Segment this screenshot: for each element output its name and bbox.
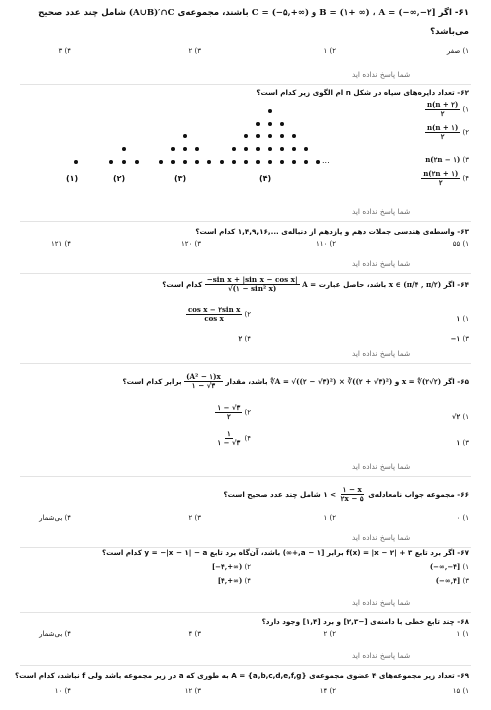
- divider: [20, 476, 471, 477]
- q67-option-2[interactable]: ۲) [−۴,+∞): [211, 562, 251, 571]
- pattern-dot: [292, 134, 296, 138]
- q69-option-4[interactable]: ۴) ۱۰: [54, 687, 71, 695]
- q65-option-1[interactable]: ۱) √۲: [451, 412, 469, 421]
- q62-status: شما پاسخ نداده اید: [352, 207, 411, 216]
- pattern-dot: [183, 147, 187, 151]
- pattern-dot: [280, 160, 284, 164]
- q64-option-1[interactable]: ۱) ۱: [456, 314, 469, 323]
- divider: [20, 84, 471, 85]
- pattern-dot: [159, 160, 163, 164]
- divider: [20, 363, 471, 364]
- pattern-dot: [232, 147, 236, 151]
- pattern-dot: [280, 134, 284, 138]
- figure-label-4: (۴): [259, 174, 272, 183]
- q62-option-3[interactable]: ۳) n(۲n − ۱): [425, 155, 469, 164]
- pattern-dot: [256, 134, 260, 138]
- q66-status: شما پاسخ نداده اید: [352, 533, 411, 542]
- q66-stem: ۶۶- مجموعه جواب نامعادله‌ی $\frac{۱ - x}{۲x - ۵}$ > ۱ شامل چند عدد صحیح است؟: [223, 485, 469, 504]
- q67-status: شما پاسخ نداده اید: [352, 598, 411, 607]
- q68-stem: ۶۸- چند تابع خطی با دامنه‌ی [−۲,۳] و برد [۱,۴] وجود دارد؟: [261, 617, 469, 626]
- q61-stem: ۶۱- اگر C = (−۵,+∞) و B = (۱+ ∞) ، A = (−∞,−۲] باشند، مجموعه‌ی (A∪B)′∩C شامل چند عدد صحیح: [38, 8, 469, 18]
- q63-stem: ۶۳- واسطه‌ی هندسی جملات دهم و یازدهم از دنباله‌ی ...,۱,۴,۹,۱۶ کدام است؟: [195, 227, 469, 236]
- pattern-dot: [268, 122, 272, 126]
- q64-status: شما پاسخ نداده اید: [352, 349, 411, 358]
- pattern-dot: [109, 160, 113, 164]
- q66-option-1[interactable]: ۱) ۰: [456, 514, 469, 522]
- pattern-dot: [207, 160, 211, 164]
- q67-option-4[interactable]: ۴) [۴,+∞): [217, 576, 251, 585]
- q61-status: شما پاسخ نداده اید: [352, 70, 411, 79]
- divider: [20, 221, 471, 222]
- pattern-dot: [304, 160, 308, 164]
- q63-option-4[interactable]: ۴) ۱۲۱: [50, 240, 71, 248]
- divider: [20, 665, 471, 666]
- pattern-dot: [316, 160, 320, 164]
- pattern-dot: [256, 122, 260, 126]
- q65-stem: ۶۵- اگر x = ∜(۲√۲) و ∜A = √((۲ − √۳)²) × ∛((۲ + √۳)²) باشد، مقدار $\frac{\text{(A² − ۱)x}}{۱ - √۳}$ برابر کدام است؟: [122, 372, 469, 391]
- q68-option-2[interactable]: ۲) ۲: [323, 630, 336, 638]
- q69-option-1[interactable]: ۱) ۱۵: [452, 687, 469, 695]
- pattern-dot: [256, 160, 260, 164]
- pattern-dot: [244, 160, 248, 164]
- pattern-dot: [183, 160, 187, 164]
- q65-option-4[interactable]: ۴) $\frac{۱}{۱ - √۳}$: [217, 429, 251, 448]
- q63-option-1[interactable]: ۱) ۵۵: [452, 240, 469, 248]
- q65-option-2[interactable]: ۲) $\frac{۱ - √۳}{۲}$: [217, 403, 251, 422]
- q68-option-1[interactable]: ۱) ۱: [456, 630, 469, 638]
- q68-option-4[interactable]: ۴) بی‌شمار: [39, 630, 71, 638]
- q68-option-3[interactable]: ۳) ۴: [188, 630, 201, 638]
- pattern-dot: [268, 160, 272, 164]
- figure-label-2: (۲): [113, 174, 126, 183]
- q67-option-3[interactable]: ۳) (−∞,۴]: [435, 576, 469, 585]
- q64-option-3[interactable]: ۳) −۱: [450, 334, 469, 343]
- q63-option-3[interactable]: ۳) ۱۲۰: [180, 240, 201, 248]
- pattern-ellipsis: ...: [322, 156, 330, 165]
- pattern-dot: [244, 147, 248, 151]
- pattern-dot: [135, 160, 139, 164]
- pattern-dot: [195, 160, 199, 164]
- q61-option-4[interactable]: ۴) ۳: [58, 47, 71, 55]
- pattern-dot: [280, 147, 284, 151]
- q61-stem-line2: می‌باشد؟: [430, 27, 469, 37]
- pattern-dot: [244, 134, 248, 138]
- q62-option-1[interactable]: ۱) $\frac{n(n + ۲)}{۲}$: [426, 100, 469, 119]
- q68-status: شما پاسخ نداده اید: [352, 651, 411, 660]
- q62-option-2[interactable]: ۲) $\frac{n(n + ۱)}{۲}$: [426, 123, 469, 142]
- pattern-dot: [280, 122, 284, 126]
- q66-option-2[interactable]: ۲) ۱: [323, 514, 336, 522]
- q62-option-4[interactable]: ۴) $\frac{n(۲n + ۱)}{۲}$: [423, 169, 469, 188]
- q67-stem: ۶۷- اگر برد تابع f(x) = |x − ۲| + ۳ برابر [a − ۱,+∞) باشد، آن‌گاه برد تابع y = −|x − ۱| − a کدام است؟: [102, 548, 469, 557]
- q63-status: شما پاسخ نداده اید: [352, 259, 411, 268]
- pattern-dot: [268, 109, 272, 113]
- pattern-dot: [268, 147, 272, 151]
- figure-label-3: (۳): [174, 174, 187, 183]
- pattern-dot: [232, 160, 236, 164]
- pattern-dot: [171, 147, 175, 151]
- divider: [20, 273, 471, 274]
- q69-option-2[interactable]: ۲) ۱۴: [319, 687, 336, 695]
- pattern-dot: [268, 134, 272, 138]
- q69-stem: ۶۹- تعداد زیر مجموعه‌های ۴ عضوی مجموعه‌ی A = {a,b,c,d,e,f,g} به طوری که a در زیر مجموعه باشد ولی f نباشد، کدام است؟: [14, 671, 469, 680]
- pattern-dot: [292, 160, 296, 164]
- figure-label-1: (۱): [66, 174, 79, 183]
- q66-option-4[interactable]: ۴) بی‌شمار: [39, 514, 71, 522]
- pattern-dot: [220, 160, 224, 164]
- q61-option-3[interactable]: ۳) ۲: [188, 47, 201, 55]
- pattern-dot: [256, 147, 260, 151]
- q64-option-4[interactable]: ۴) ۲: [238, 334, 251, 343]
- pattern-dot: [122, 147, 126, 151]
- q67-option-1[interactable]: ۱) (−∞,−۴]: [429, 562, 469, 571]
- q65-option-3[interactable]: ۳) ۱: [456, 438, 469, 447]
- q64-option-2[interactable]: ۲) $\frac{\text{cos x − ۲sin x}}{\text{cos x}}$: [187, 305, 251, 324]
- q65-status: شما پاسخ نداده اید: [352, 462, 411, 471]
- pattern-dot: [195, 147, 199, 151]
- q61-option-2[interactable]: ۲) ۱: [323, 47, 336, 55]
- pattern-dot: [292, 147, 296, 151]
- divider: [20, 612, 471, 613]
- pattern-dot: [183, 134, 187, 138]
- pattern-dot: [122, 160, 126, 164]
- q64-stem: ۶۴- اگر x ∈ (π/۴ , π/۲) باشد، حاصل عبارت A = $\frac{\text{−sin x + |sin x − cos x|}}{\text{√(۱ − sin² x)}}$ کدام است؟: [162, 275, 469, 294]
- q66-option-3[interactable]: ۳) ۲: [188, 514, 201, 522]
- q63-option-2[interactable]: ۲) ۱۱۰: [315, 240, 336, 248]
- q69-option-3[interactable]: ۳) ۱۲: [184, 687, 201, 695]
- q62-stem: ۶۲- تعداد دایره‌های سیاه در شکل n ام الگوی زیر کدام است؟: [256, 88, 469, 97]
- pattern-dot: [171, 160, 175, 164]
- q61-option-1[interactable]: ۱) صفر: [446, 47, 469, 55]
- pattern-dot: [74, 160, 78, 164]
- pattern-dot: [304, 147, 308, 151]
